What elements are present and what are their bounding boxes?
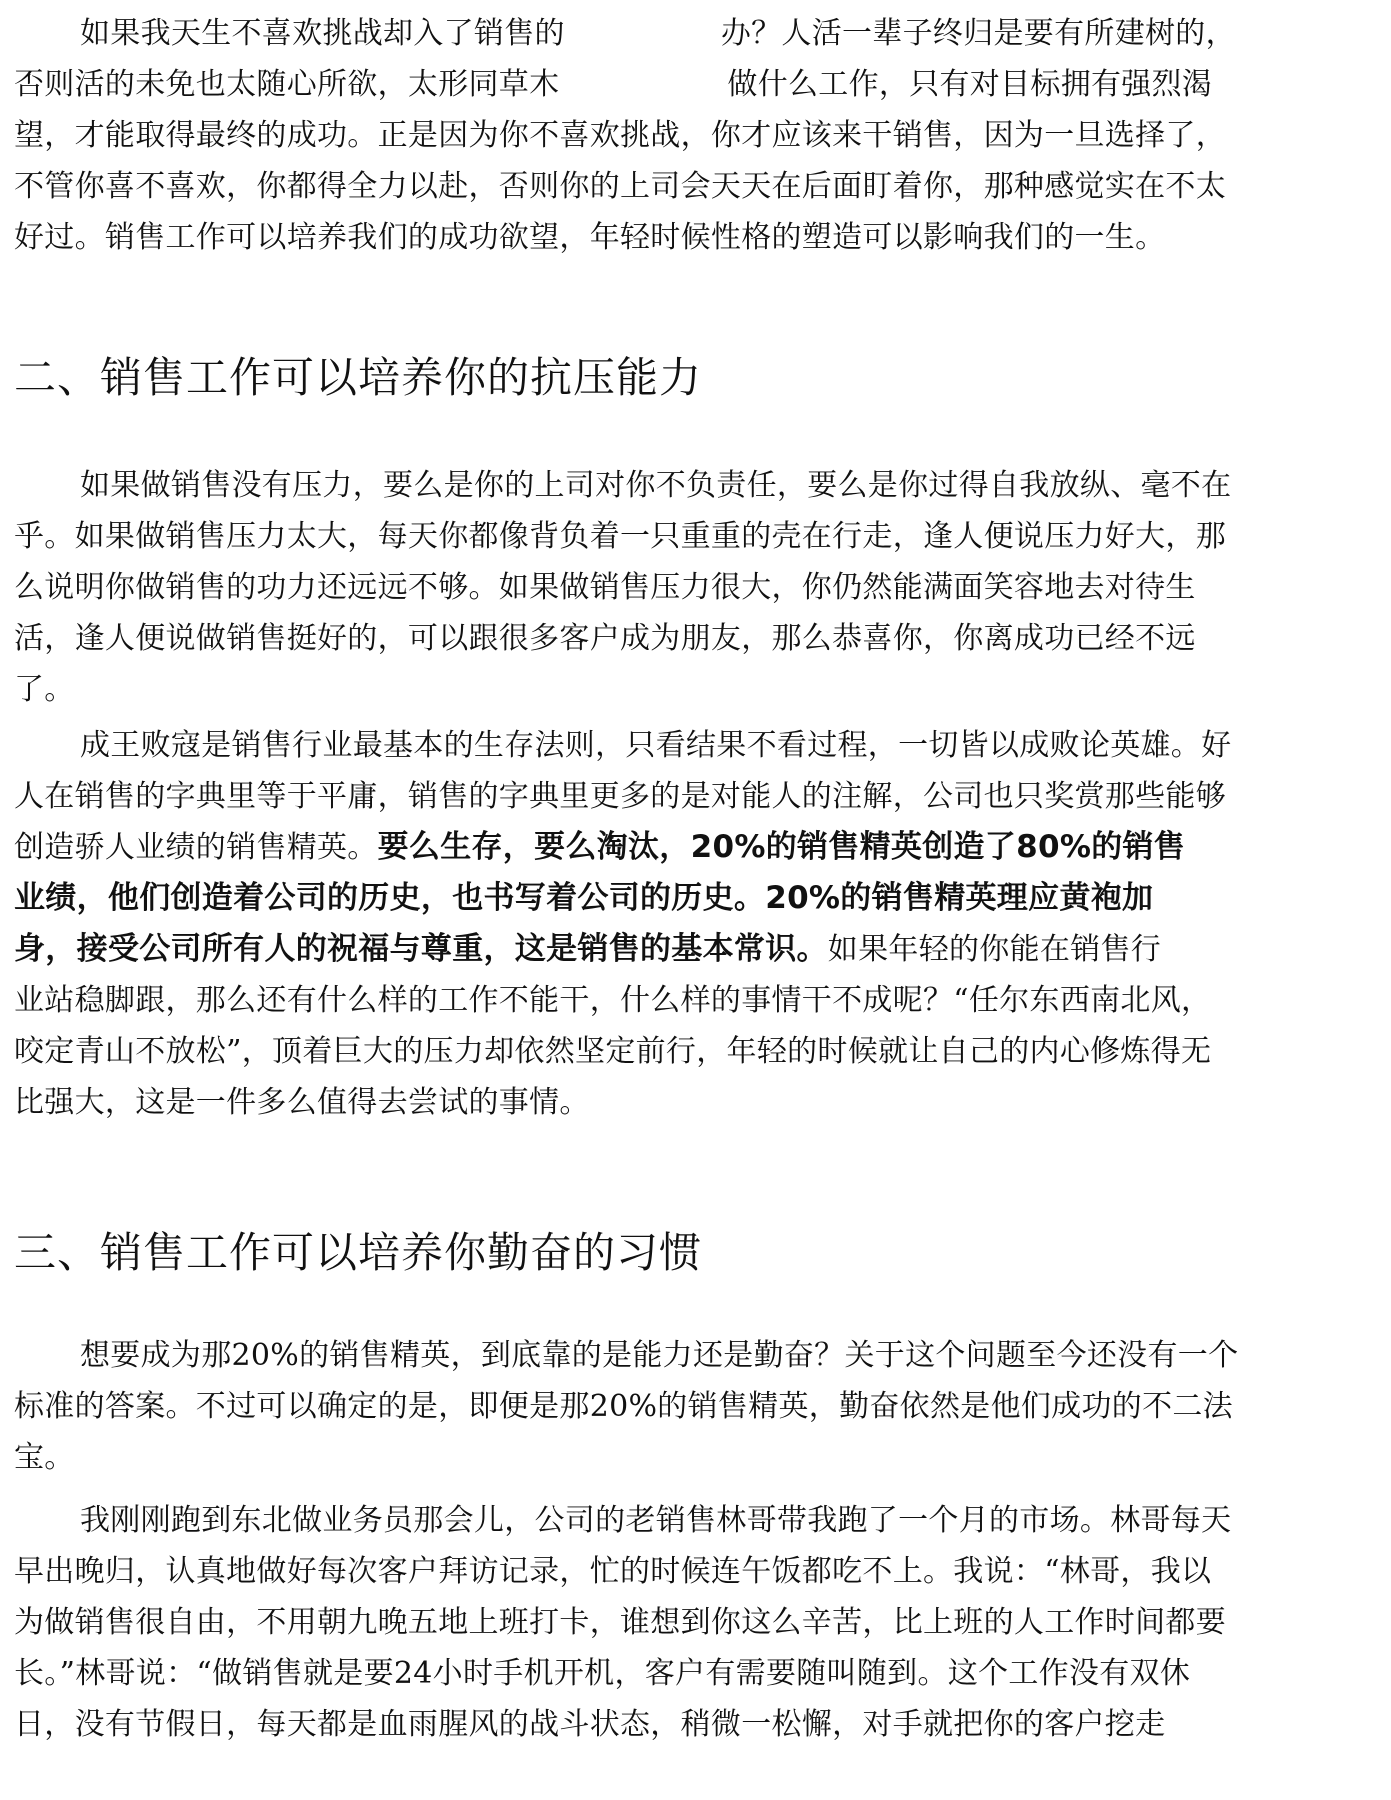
intro-paragraph — [14, 8, 1376, 263]
intro-line-2 — [14, 59, 1376, 110]
s2-p1-line-5: 了。 — [14, 672, 75, 707]
s2-p2-line-3-normal: 创造骄人业绩的销售精英。 — [14, 830, 378, 865]
intro-line-4: 不管你喜不喜欢，你都得全力以赴，否则你的上司会天天在后面盯着你，那种感觉实在不太 — [14, 169, 1226, 204]
section-3-paragraph-2 — [14, 1495, 1376, 1750]
intro-line-1-left: 如果我天生不喜欢挑战却入了销售的 — [80, 16, 565, 51]
section-3-paragraph-1 — [14, 1330, 1376, 1483]
section-2-paragraph-2 — [14, 720, 1376, 1128]
s3-p2-line-5: 日，没有节假日，每天都是血雨腥风的战斗状态，稍微一松懈，对手就把你的客户挖走 — [14, 1707, 1166, 1742]
s2-p2-line-7: 咬定青山不放松”，顶着巨大的压力却依然坚定前行，年轻的时候就让自己的内心修炼得无 — [14, 1034, 1212, 1069]
s2-p1-line-1: 如果做销售没有压力，要么是你的上司对你不负责任，要么是你过得自我放纵、毫不在 — [80, 468, 1232, 503]
s2-p2-line-5-normal: 如果年轻的你能在销售行 — [827, 932, 1162, 967]
intro-line-5: 好过。销售工作可以培养我们的成功欲望，年轻时候性格的塑造可以影响我们的一生。 — [14, 220, 1166, 255]
intro-line-2-left: 否则活的未免也太随心所欲，太形同草木 — [14, 67, 560, 102]
intro-line-3: 望，才能取得最终的成功。正是因为你不喜欢挑战，你才应该来干销售，因为一旦选择了， — [14, 118, 1226, 153]
s2-p2-line-3 — [14, 822, 1376, 873]
s3-p1-line-2: 标准的答案。不过可以确定的是，即便是那20%的销售精英，勤奋依然是他们成功的不二法 — [14, 1389, 1233, 1424]
intro-line-1 — [14, 8, 1376, 59]
s2-p1-line-3: 么说明你做销售的功力还远远不够。如果做销售压力很大，你仍然能满面笑容地去对待生 — [14, 570, 1196, 605]
s3-p2-line-2: 早出晚归，认真地做好每次客户拜访记录，忙的时候连午饭都吃不上。我说：“林哥，我以 — [14, 1554, 1212, 1589]
s2-p2-line-2: 人在销售的字典里等于平庸，销售的字典里更多的是对能人的注解，公司也只奖赏那些能够 — [14, 779, 1226, 814]
s2-p2-line-5 — [14, 924, 1376, 975]
section-2-heading: 二、销售工作可以培养你的抗压能力 — [14, 353, 703, 402]
s3-p1-line-1: 想要成为那20%的销售精英，到底靠的是能力还是勤奋？关于这个问题至今还没有一个 — [80, 1338, 1239, 1373]
intro-line-2-right: 做什么工作，只有对目标拥有强烈渴 — [727, 67, 1213, 102]
s2-p2-line-4-bold: 业绩，他们创造着公司的历史，也书写着公司的历史。20%的销售精英理应黄袍加 — [14, 880, 1154, 916]
s2-p1-line-4: 活，逢人便说做销售挺好的，可以跟很多客户成为朋友，那么恭喜你，你离成功已经不远 — [14, 621, 1196, 656]
section-2-paragraph-1 — [14, 460, 1376, 715]
s2-p2-line-5-bold: 身，接受公司所有人的祝福与尊重，这是销售的基本常识。 — [14, 931, 828, 967]
s2-p2-line-3-bold: 要么生存，要么淘汰，20%的销售精英创造了80%的销售 — [377, 829, 1186, 865]
intro-line-1-right: 办？人活一辈子终归是要有所建树的， — [720, 16, 1236, 51]
s2-p1-line-2: 乎。如果做销售压力太大，每天你都像背负着一只重重的壳在行走，逢人便说压力好大，那 — [14, 519, 1226, 554]
s2-p2-line-1: 成王败寇是销售行业最基本的生存法则，只看结果不看过程，一切皆以成败论英雄。好 — [80, 728, 1232, 763]
section-3-heading: 三、销售工作可以培养你勤奋的习惯 — [14, 1228, 703, 1277]
s2-p2-line-6: 业站稳脚跟，那么还有什么样的工作不能干，什么样的事情干不成呢？“任尔东西南北风， — [14, 983, 1212, 1018]
s2-p2-line-8: 比强大，这是一件多么值得去尝试的事情。 — [14, 1085, 590, 1120]
s3-p1-line-3: 宝。 — [14, 1440, 75, 1475]
s3-p2-line-4: 长。”林哥说：“做销售就是要24小时手机开机，客户有需要随叫随到。这个工作没有双休 — [14, 1656, 1191, 1691]
s3-p2-line-1: 我刚刚跑到东北做业务员那会儿，公司的老销售林哥带我跑了一个月的市场。林哥每天 — [80, 1503, 1232, 1538]
s3-p2-line-3: 为做销售很自由，不用朝九晚五地上班打卡，谁想到你这么辛苦，比上班的人工作时间都要 — [14, 1605, 1226, 1640]
